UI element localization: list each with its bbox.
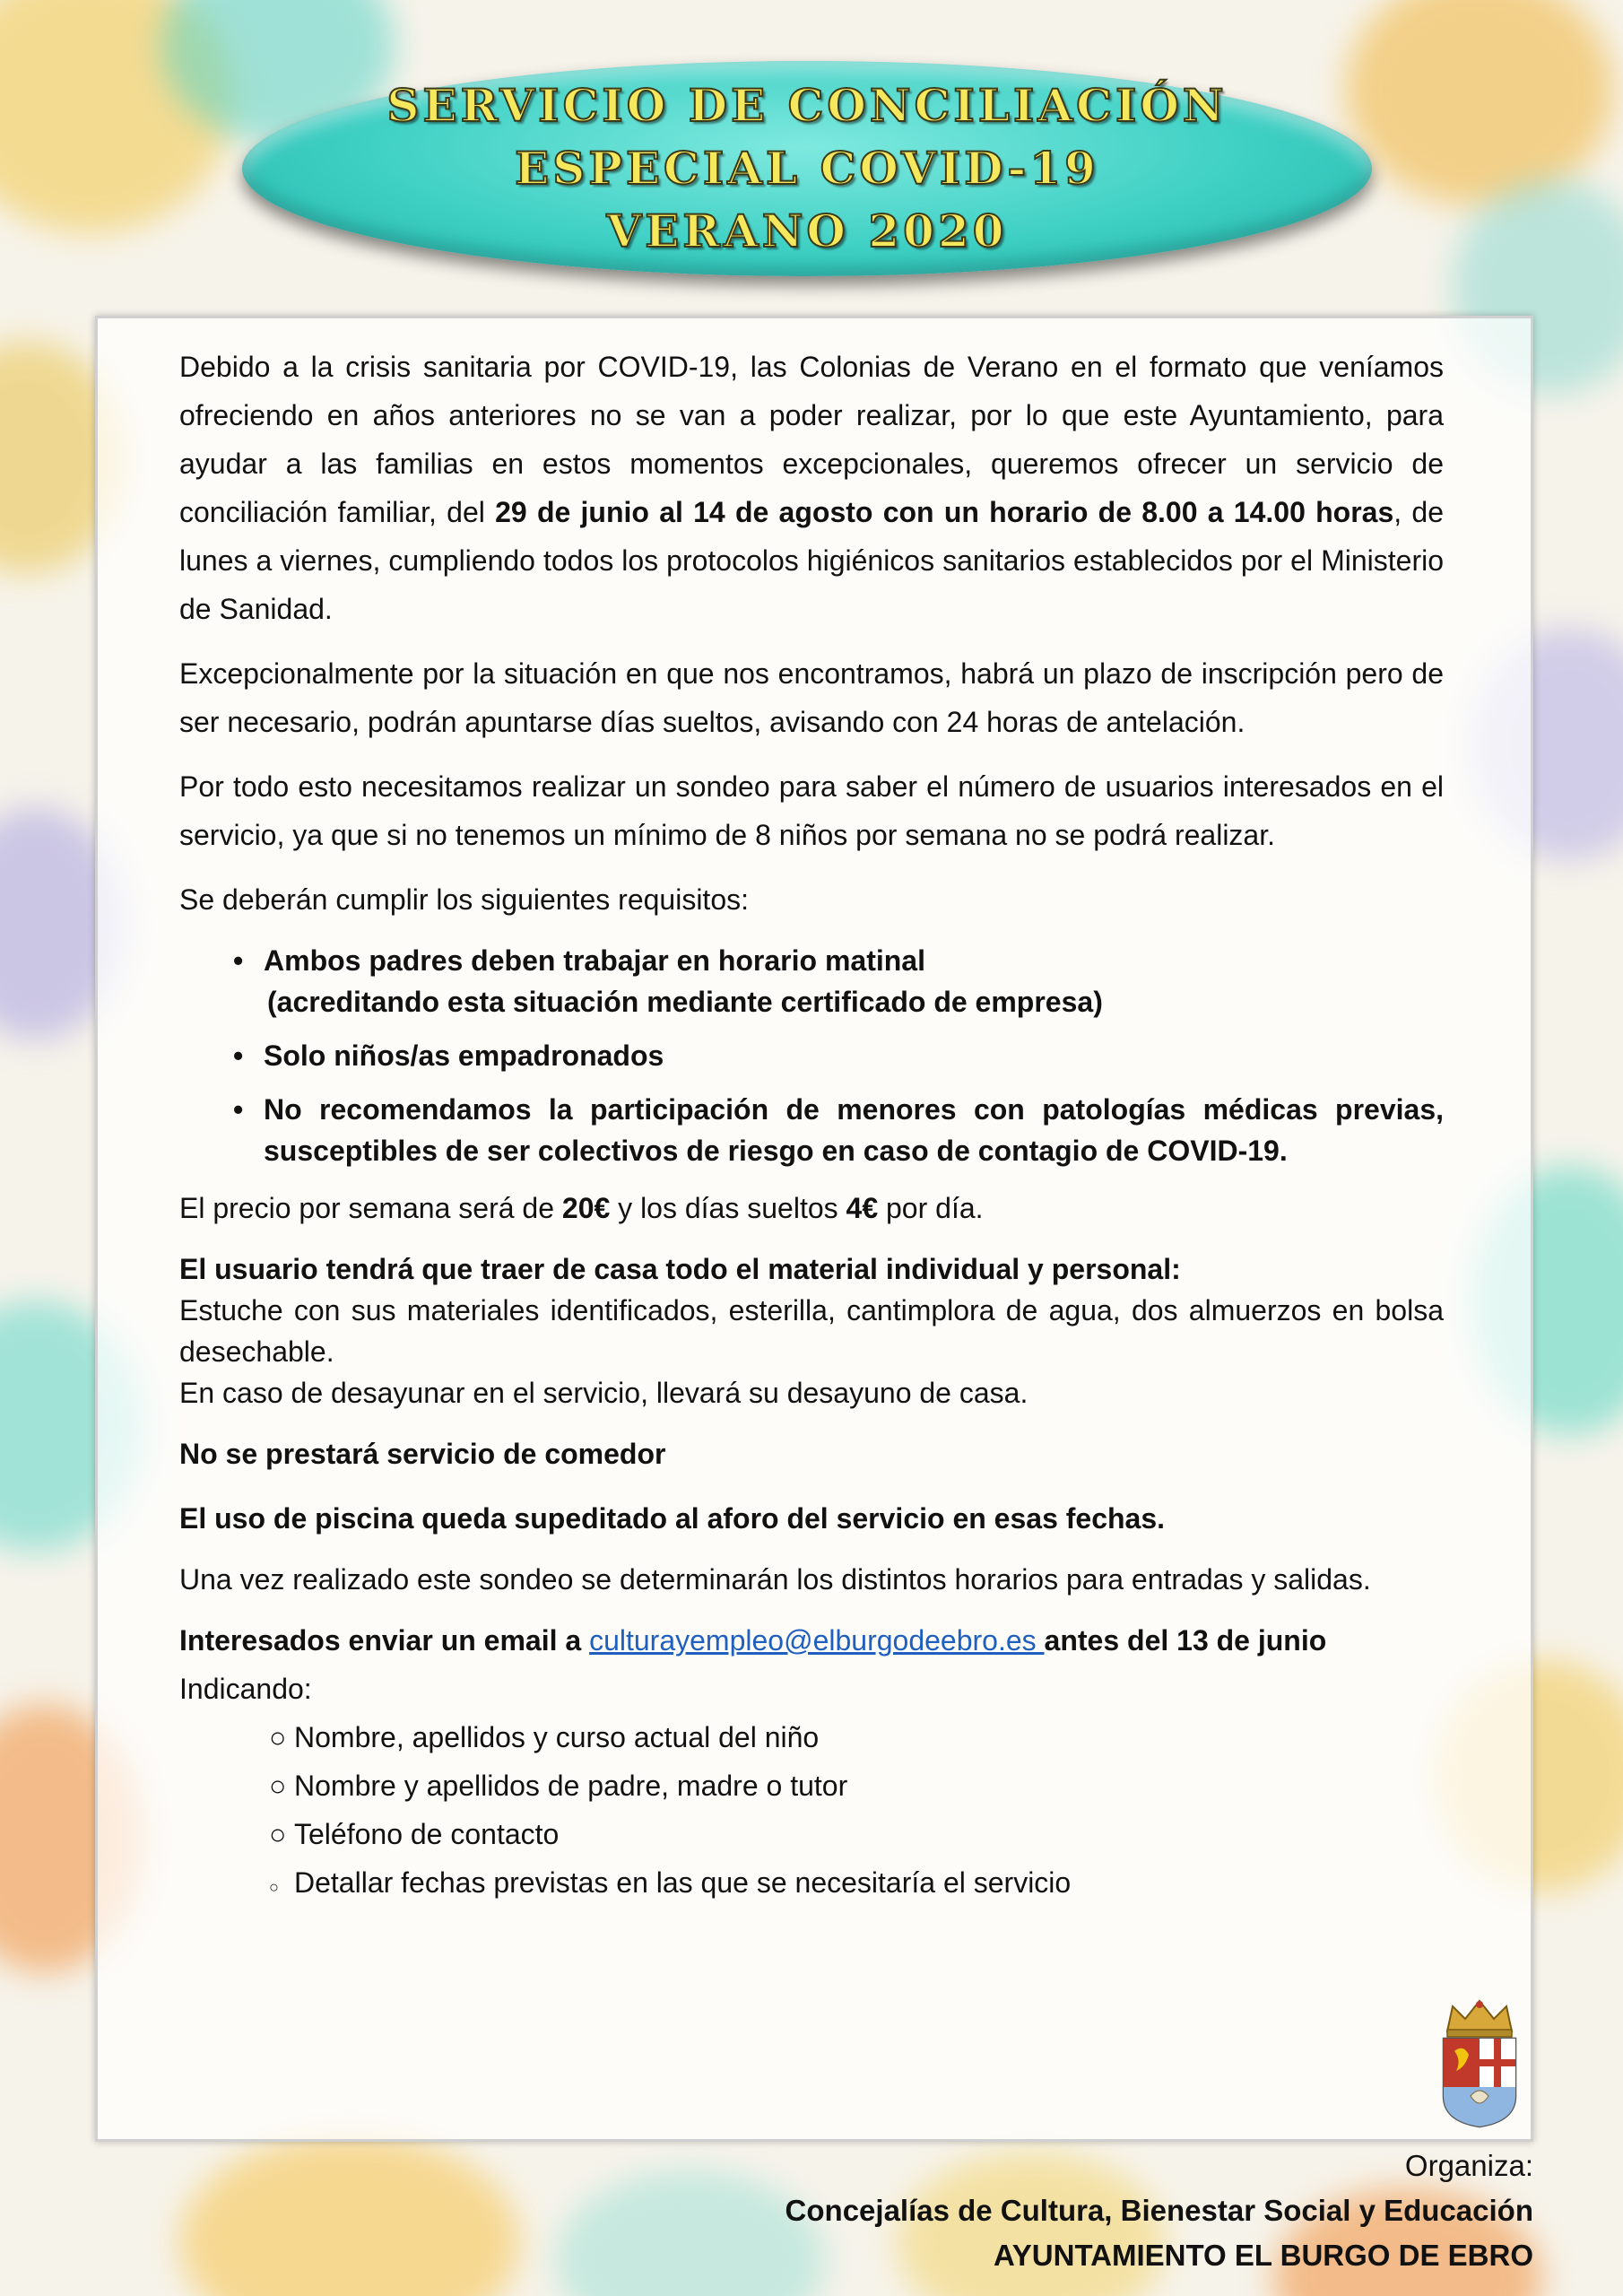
circle-bullet-icon: ○ xyxy=(269,1770,287,1802)
coat-of-arms-icon xyxy=(1435,1996,1524,2130)
title-line-2: ESPECIAL COVID-19 xyxy=(515,142,1099,195)
organizer-council: AYUNTAMIENTO EL BURGO DE EBRO xyxy=(993,2239,1533,2272)
requirement-item: • No recomendamos la participación de menores con patologías médicas previas, susceptibles de ser colectivos de riesgo en caso de contagio de COVID-19. xyxy=(233,1089,1444,1171)
circle-bullet-icon: ○ xyxy=(269,1721,287,1753)
email-paragraph: Interesados enviar un email a culturayempleo@elburgodeebro.es antes del 13 de junio Indicando: xyxy=(179,1624,1327,1705)
survey-paragraph: Por todo esto necesitamos realizar un sondeo para saber el número de usuarios interesados en el servicio, ya que si no tenemos un mínimo de 8 niños por semana no se podrá realizar. xyxy=(179,770,1444,851)
requirement-item: • Solo niños/as empadronados xyxy=(233,1035,1444,1076)
info-item: ○ Nombre, apellidos y curso actual del niño xyxy=(269,1713,1444,1761)
circle-bullet-icon: ○ xyxy=(269,1878,279,1896)
pool-notice: El uso de piscina queda supeditado al aforo del servicio en esas fechas. xyxy=(179,1502,1166,1535)
requirement-item: • Ambos padres deben trabajar en horario matinal (acreditando esta situación mediante certificado de empresa) xyxy=(233,940,1444,1022)
registration-paragraph: Excepcionalmente por la situación en que nos encontramos, habrá un plazo de inscripción pero de ser necesario, podrán apuntarse días sueltos, avisando con 24 horas de antelación. xyxy=(179,657,1444,738)
organizer-label: Organiza: xyxy=(1404,2149,1533,2182)
info-item: ○ Nombre y apellidos de padre, madre o tutor xyxy=(269,1761,1444,1810)
bullet-icon: • xyxy=(233,1039,244,1072)
circle-bullet-icon: ○ xyxy=(269,1818,287,1850)
bullet-icon: • xyxy=(233,944,244,977)
info-list xyxy=(269,1713,1444,1911)
bullet-icon: • xyxy=(233,1093,244,1126)
requirements-list xyxy=(233,940,1444,1171)
info-item: ○ Teléfono de contacto xyxy=(269,1810,1444,1858)
info-item: ○ Detallar fechas previstas en las que se necesitaría el servicio xyxy=(269,1858,1444,1911)
intro-paragraph: Debido a la crisis sanitaria por COVID-19, las Colonias de Verano en el formato que veníamos ofreciendo en años anteriores no se van a poder realizar, por lo que este Ayuntamiento, para ayudar a las familias en estos momentos excepcionales, queremos ofrecer un servicio de conciliación familiar, del 29 de junio al 14 de agosto con un horario de 8.00 a 14.00 horas, de lunes a viernes, cumpliendo todos los protocolos higiénicos sanitarios establecidos por el Ministerio de Sanidad. xyxy=(179,351,1445,625)
no-dining-notice: No se prestará servicio de comedor xyxy=(179,1438,666,1470)
title-banner xyxy=(242,61,1372,276)
materials-heading: El usuario tendrá que traer de casa todo el material individual y personal: xyxy=(179,1253,1181,1285)
email-link[interactable]: culturayempleo@elburgodeebro.es xyxy=(589,1624,1045,1657)
notice-body xyxy=(179,343,1444,1911)
dates-highlight: 29 de junio al 14 de agosto con un horario de 8.00 a 14.00 horas xyxy=(495,496,1394,528)
schedule-paragraph: Una vez realizado este sondeo se determinarán los distintos horarios para entradas y salidas. xyxy=(179,1563,1371,1596)
price-paragraph: El precio por semana será de 20€ y los días sueltos 4€ por día. xyxy=(179,1192,984,1224)
title-line-1: SERVICIO DE CONCILIACIÓN xyxy=(386,79,1228,132)
requirements-intro: Se deberán cumplir los siguientes requisitos: xyxy=(179,883,749,916)
title-line-3: VERANO 2020 xyxy=(606,204,1008,257)
materials-section: El usuario tendrá que traer de casa todo el material individual y personal: Estuche con sus materiales identificados, esterilla, cantimplora de agua, dos almuerzos en bolsa desechable. En caso de desayunar en el servicio, llevará su desayuno de casa. xyxy=(179,1253,1444,1409)
organizer-block xyxy=(785,2144,1533,2278)
organizer-departments: Concejalías de Cultura, Bienestar Social y Educación xyxy=(785,2194,1533,2227)
